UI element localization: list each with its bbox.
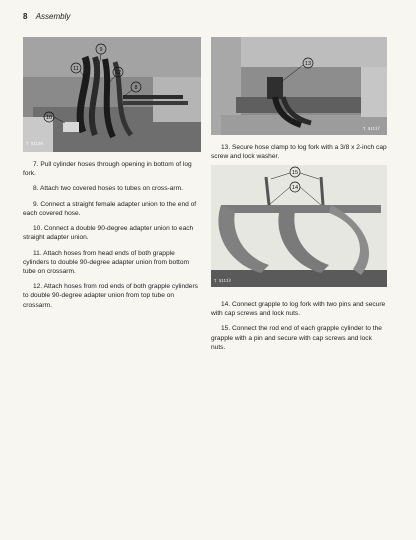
page-number: 8 — [23, 12, 28, 21]
step-14: 14. Connect grapple to log fork with two pins and secure with cap screws and lock nuts. — [211, 301, 386, 318]
step-8: 8. Attach two covered hoses to tubes on cross-arm. — [33, 185, 183, 193]
svg-text:14: 14 — [291, 185, 299, 191]
figure-hose-clamp — [211, 37, 387, 135]
grapple-photo — [211, 165, 387, 287]
svg-text:9: 9 — [99, 47, 103, 53]
svg-text:11: 11 — [73, 66, 79, 72]
svg-text:8: 8 — [134, 85, 138, 91]
page-header — [23, 12, 70, 21]
instructions-left — [23, 160, 201, 316]
figure-grapple — [211, 165, 387, 287]
step-10: 10. Connect a double 90-degree adapter union to each straight adapter union. — [23, 225, 194, 242]
svg-text:13: 13 — [304, 61, 312, 67]
step-13: 13. Secure hose clamp to log fork with a 3/8 x 2-inch cap screw and lock washer. — [211, 144, 387, 161]
hose-clamp-photo — [211, 37, 387, 135]
figure-ref-code: T 51117 — [362, 125, 380, 132]
instructions-right-top — [211, 143, 387, 167]
figure-ref-code: T 51113 — [213, 277, 231, 284]
step-7: 7. Pull cylinder hoses through opening in bottom of log fork. — [23, 161, 192, 178]
section-title: Assembly — [35, 12, 71, 21]
step-12: 12. Attach hoses from rod ends of both grapple cylinders to double 90-degree adapter union from top tube on crossarm. — [23, 283, 198, 309]
instructions-right-bottom — [211, 300, 387, 358]
svg-text:12: 12 — [114, 70, 122, 76]
step-15: 15. Connect the rod end of each grapple cylinder to the grapple with a pin and secure with cap screws and lock nuts. — [211, 325, 382, 351]
svg-text:10: 10 — [45, 115, 53, 121]
step-9: 9. Connect a straight female adapter union to the end of each covered hose. — [23, 200, 197, 217]
figure-ref-code: T 51120 — [25, 140, 43, 147]
step-11: 11. Attach hoses from head ends of both grapple cylinders to double 90-degree adapter union from bottom tube on crossarm. — [23, 249, 190, 275]
svg-text:15: 15 — [291, 170, 299, 176]
hose-routing-photo — [23, 37, 201, 152]
figure-hose-routing — [23, 37, 201, 152]
